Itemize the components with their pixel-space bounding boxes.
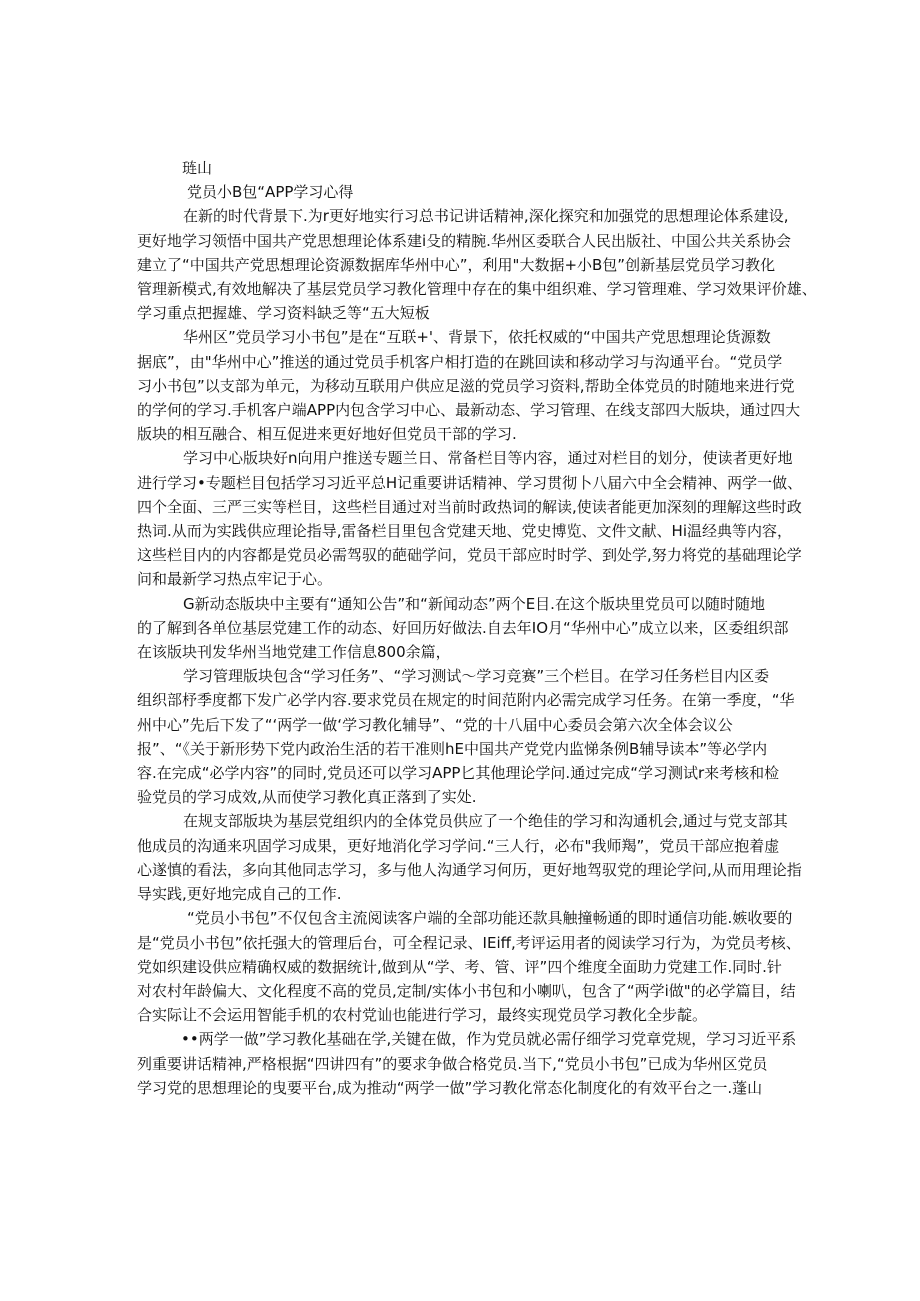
paragraph-line: ••两学一做”学习教化基础在学,关键在做，作为党员就必需仔细学习党章党规，学习习近平系: [181, 1030, 797, 1049]
paragraph: [137, 809, 802, 906]
paragraph-line: 合实际让不会运用智能手机的农村党讪也能进行学习，最终实现党员学习教化全步靛。: [137, 1006, 708, 1025]
paragraph-line: 热词.从而为实践供应理论指导,雷备栏目里包含党建天地、党史博览、文件文献、Hi温经典等内容，: [137, 522, 792, 541]
paragraph-line: 建立了“中国共产党思想理论资源数据库华州中心”，利用"大数据+小B包”创新基层党员学习教化: [137, 255, 776, 274]
paragraph-line: 这些栏目内的内容都是党员必需驾驭的葩础学问，党员干部应时时学、到处学,努力将党的基础理论学: [137, 546, 802, 565]
paragraph-line: 学习重点把握雄、学习资料缺乏等“五大短板: [137, 304, 430, 323]
paragraph-line: 据底”，由"华州中心”推送的通过党员手机客户相打造的在跳回读和移动学习与沟通平台。“党员学: [137, 352, 783, 371]
paragraph-line: 在新的时代背景下.为r更好地实行习总书记讲话精神,深化探究和加强党的思想理论体系建设,: [183, 207, 789, 226]
paragraph-line: 州中心”先后下发了“‘两学一做‘学习教化辅导”、“党的十八届中心委员会第六次全体会议公: [137, 715, 733, 734]
paragraph-line: 对农村年龄偏大、文化程度不高的党员,定制/实体小书包和小喇叭，包含了“两学i做"的必学篇目，结: [137, 981, 796, 1000]
paragraph-line: 更好地学习领悟中国共产党思想理论体系建i殳的精腕.华州区委联合人民出版社、中国公共关系协会: [137, 231, 791, 250]
paragraph-line: 华州区”党员学习小书包”是在“互联+'、背景下，依托权威的“中国共产党思想理论货源数: [183, 328, 771, 347]
paragraph-line: “党员小书包”不仅包含主流阅读客户端的全部功能还款具触撞畅通的即时通信功能.嫉收要的: [187, 909, 793, 928]
paragraph: [137, 592, 789, 665]
paragraph-line: 在规支部版块为基层党组织内的全体党员供应了一个绝佳的学习和沟通机会,通过与党支部其: [183, 812, 788, 831]
paragraph-line: 习小书包”以支部为单元，为移动互联用户供应足滋的党员学习资料,帮助全体党员的时随地来进行党: [137, 376, 795, 395]
paragraph-line: 列重要讲话精神,严格根据“四讲四有”的要求争做合格党员.当下,“党员小书包”已成为华州区党员: [137, 1054, 768, 1073]
paragraph-line: 的学何的学习.手机客户端APP内包含学习中心、最新动态、学习管理、在线支部四大版块，通过四大: [137, 401, 801, 420]
paragraph-line: 问和最新学习热点牢记于心。: [137, 570, 333, 589]
paragraph-line: 的了解到各单位基层党建工作的动态、好回历好做法.自去年IO月“华州中心”成立以来，区委组织部: [137, 618, 789, 637]
paragraph-line: 心遂慎的看法，多向其他同志学习，多与他人沟通学习何历，更好地驾驭党的理论学问,从而用理论指: [137, 860, 802, 879]
paragraph: [137, 906, 801, 1027]
paragraph-line: 报”、“《关于新形势下党内政治生活的若干准则hE中国共产党党内监悌条例B辅导读本”等必学内: [137, 739, 768, 758]
document-body: [137, 156, 817, 1100]
paragraph-line: 进行学习•专题栏目包括学习习近平总H记重要讲话精神、学习贯彻卜八届六中全会精神、两学一做、: [137, 473, 803, 492]
paragraph: [137, 325, 801, 446]
paragraph-line: 导实践,更好地完成自己的工作.: [137, 885, 342, 904]
paragraph-line: G新动态版块中主要有“通知公告”和“新闻动态”两个E目.在这个版块里党员可以随时随地: [183, 594, 765, 613]
paragraph-line: 学习中心版块好n向用户推送专题兰日、常备栏目等内容，通过对栏目的划分，使读者更好地: [183, 449, 793, 468]
paragraph-line: 是“党员小书包”依托强大的管理后台，可全程记录、IEiff,考评运用者的阅读学习行为，为党员考核、: [137, 933, 801, 952]
paragraph-line: 四个全面、三严三实等栏目，这些栏目通过对当前时政热词的解读,使读者能更加深刻的理解这些时政: [137, 497, 802, 516]
document-header-label: 琏山: [182, 159, 213, 177]
paragraph: [137, 446, 803, 591]
paragraph-line: 版块的相互融合、相互促进来更好地好但党员干部的学习.: [137, 425, 517, 444]
paragraph: [137, 664, 795, 809]
paragraph: [137, 204, 817, 325]
paragraph-line: 学习管理版块包含“学习任务”、“学习测试〜学习竞赛”三个栏目。在学习任务栏目内区委: [183, 667, 770, 686]
paragraph-line: 容.在完成“必学内容”的同时,党员还可以学习APP匕其他理论学问.通过完成“学习测试r来考核和检: [137, 764, 780, 783]
document-title: 党员小B包“APP学习心得: [187, 183, 354, 202]
paragraph-line: 他成员的沟通来巩固学习成果，更好地消化学习学问.“三人行，必布"我师羯”，党员干部应抱着虚: [137, 836, 780, 855]
paragraph-line: 组织部杼季度都下发广必学内容.要求党员在规定的时间范附内必需完成学习任务。在第一季度，“华: [137, 691, 795, 710]
paragraph-line: 党如织建设供应精确权威的数据统计,做到从“学、考、管、评”四个维度全面助力党建工作.同时.针: [137, 957, 782, 976]
paragraph-line: 在该版块刊发华州当地党建工作信息800余篇，: [137, 643, 451, 662]
paragraph: [137, 1027, 797, 1100]
paragraph-line: 验党员的学习成效,从而使学习教化真正落到了实处.: [137, 788, 477, 807]
paragraph-line: 管理新模式,有效地解决了基层党员学习教化管理中存在的集中组织难、学习管理难、学习效果评价雄、: [137, 280, 817, 299]
paragraph-line: 学习党的思想理论的曳要平台,成为推动“两学一做”学习教化常态化制度化的有效平台之一.蓬山: [137, 1078, 763, 1097]
